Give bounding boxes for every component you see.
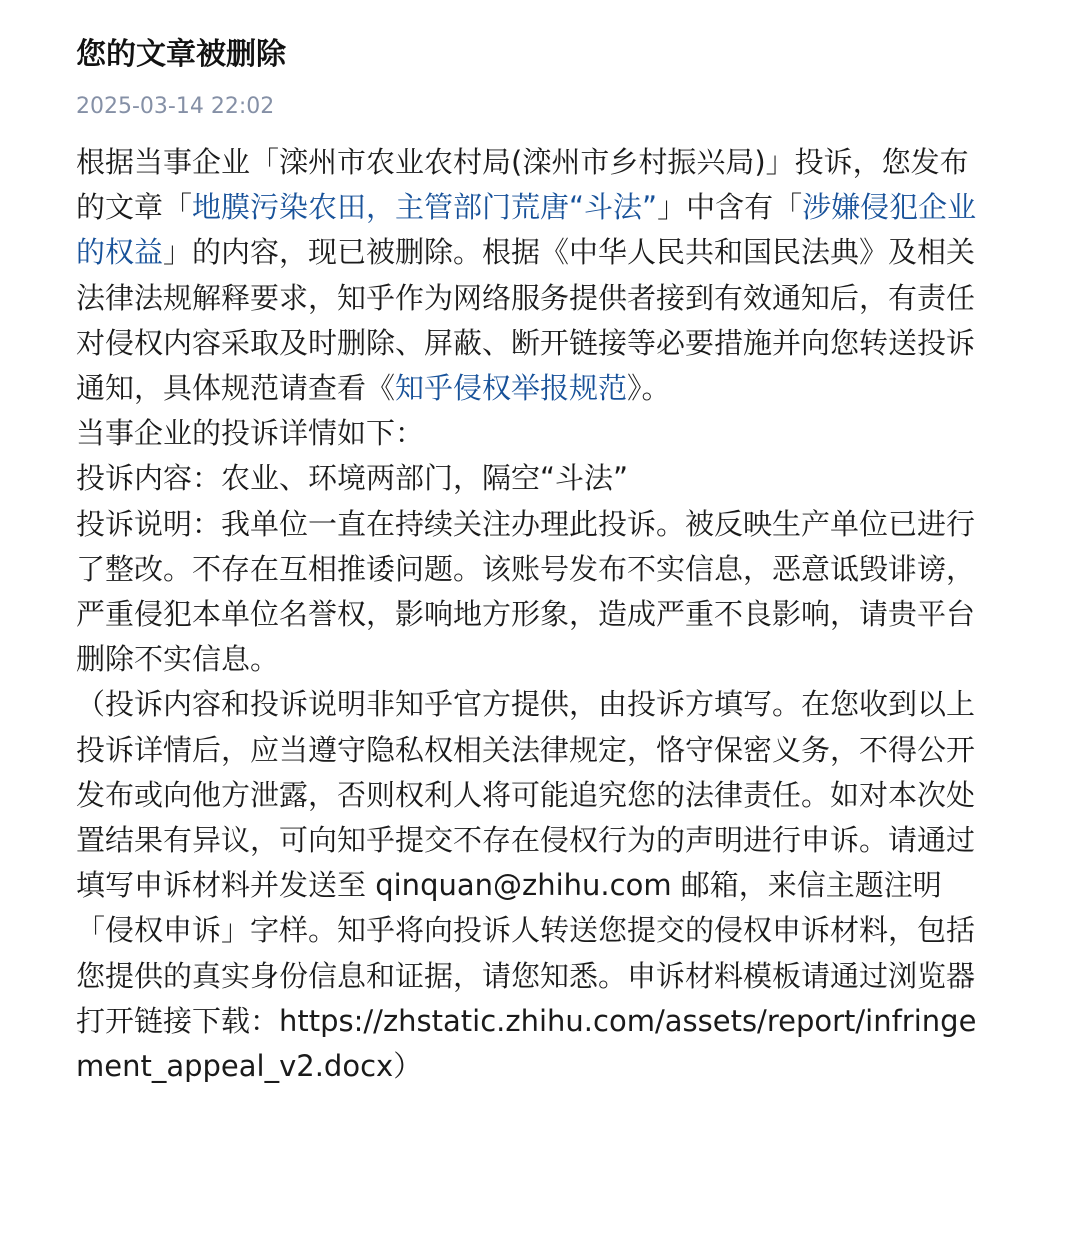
notice-text-2: 」中含有「 bbox=[657, 190, 803, 225]
message-body bbox=[76, 140, 992, 1089]
notice-text-3: 」的内容，现已被删除。根据《中华人民共和国民法典》及相关法律法规解释要求，知乎作为网络服务提供者接到有效通知后，有责任对侵权内容采取及时删除、屏蔽、断开链接等必要措施并向您转送投诉通知，具体规范请查看《 bbox=[76, 235, 976, 406]
deletion-notice bbox=[76, 140, 992, 411]
details-heading: 当事企业的投诉详情如下： bbox=[76, 416, 425, 451]
article-link[interactable]: 地膜污染农田，主管部门荒唐“斗法” bbox=[192, 190, 658, 225]
notification-detail bbox=[76, 34, 992, 1089]
rules-link[interactable]: 知乎侵权举报规范 bbox=[395, 371, 628, 406]
notice-text-4: 》。 bbox=[627, 371, 671, 406]
reason-link[interactable]: 涉嫌侵犯企业的权益 bbox=[76, 190, 977, 270]
complaint-content: 投诉内容：农业、环境两部门，隔空“斗法” bbox=[76, 461, 629, 496]
page-title: 您的文章被删除 bbox=[76, 37, 286, 72]
timestamp: 2025-03-14 22:02 bbox=[76, 94, 275, 119]
complaint-description: 投诉说明：我单位一直在持续关注办理此投诉。被反映生产单位已进行了整改。不存在互相推诿问题。该账号发布不实信息，恶意诋毁诽谤，严重侵犯本单位名誉权，影响地方形象，造成严重不良影响，请贵平台删除不实信息。 bbox=[76, 506, 976, 677]
disclaimer: （投诉内容和投诉说明非知乎官方提供，由投诉方填写。在您收到以上投诉详情后，应当遵守隐私权相关法律规定，恪守保密义务，不得公开发布或向他方泄露，否则权利人将可能追究您的法律责任。如对本次处置结果有异议，可向知乎提交不存在侵权行为的声明进行申诉。请通过填写申诉材料并发送至 qinquan@zhihu.com 邮箱，来信主题注明「侵权申诉」字样。知乎将向投诉人转送您提交的侵权申诉材料，包括您提供的真实身份信息和证据，请您知悉。申诉材料模板请通过浏览器打开链接下载：https://zhstatic.zhihu.com/assets/report/infringement_appeal_v2.docx） bbox=[76, 687, 977, 1084]
notice-text-1: 根据当事企业「滦州市农业农村局(滦州市乡村振兴局)」投诉，您发布的文章「 bbox=[76, 145, 969, 225]
